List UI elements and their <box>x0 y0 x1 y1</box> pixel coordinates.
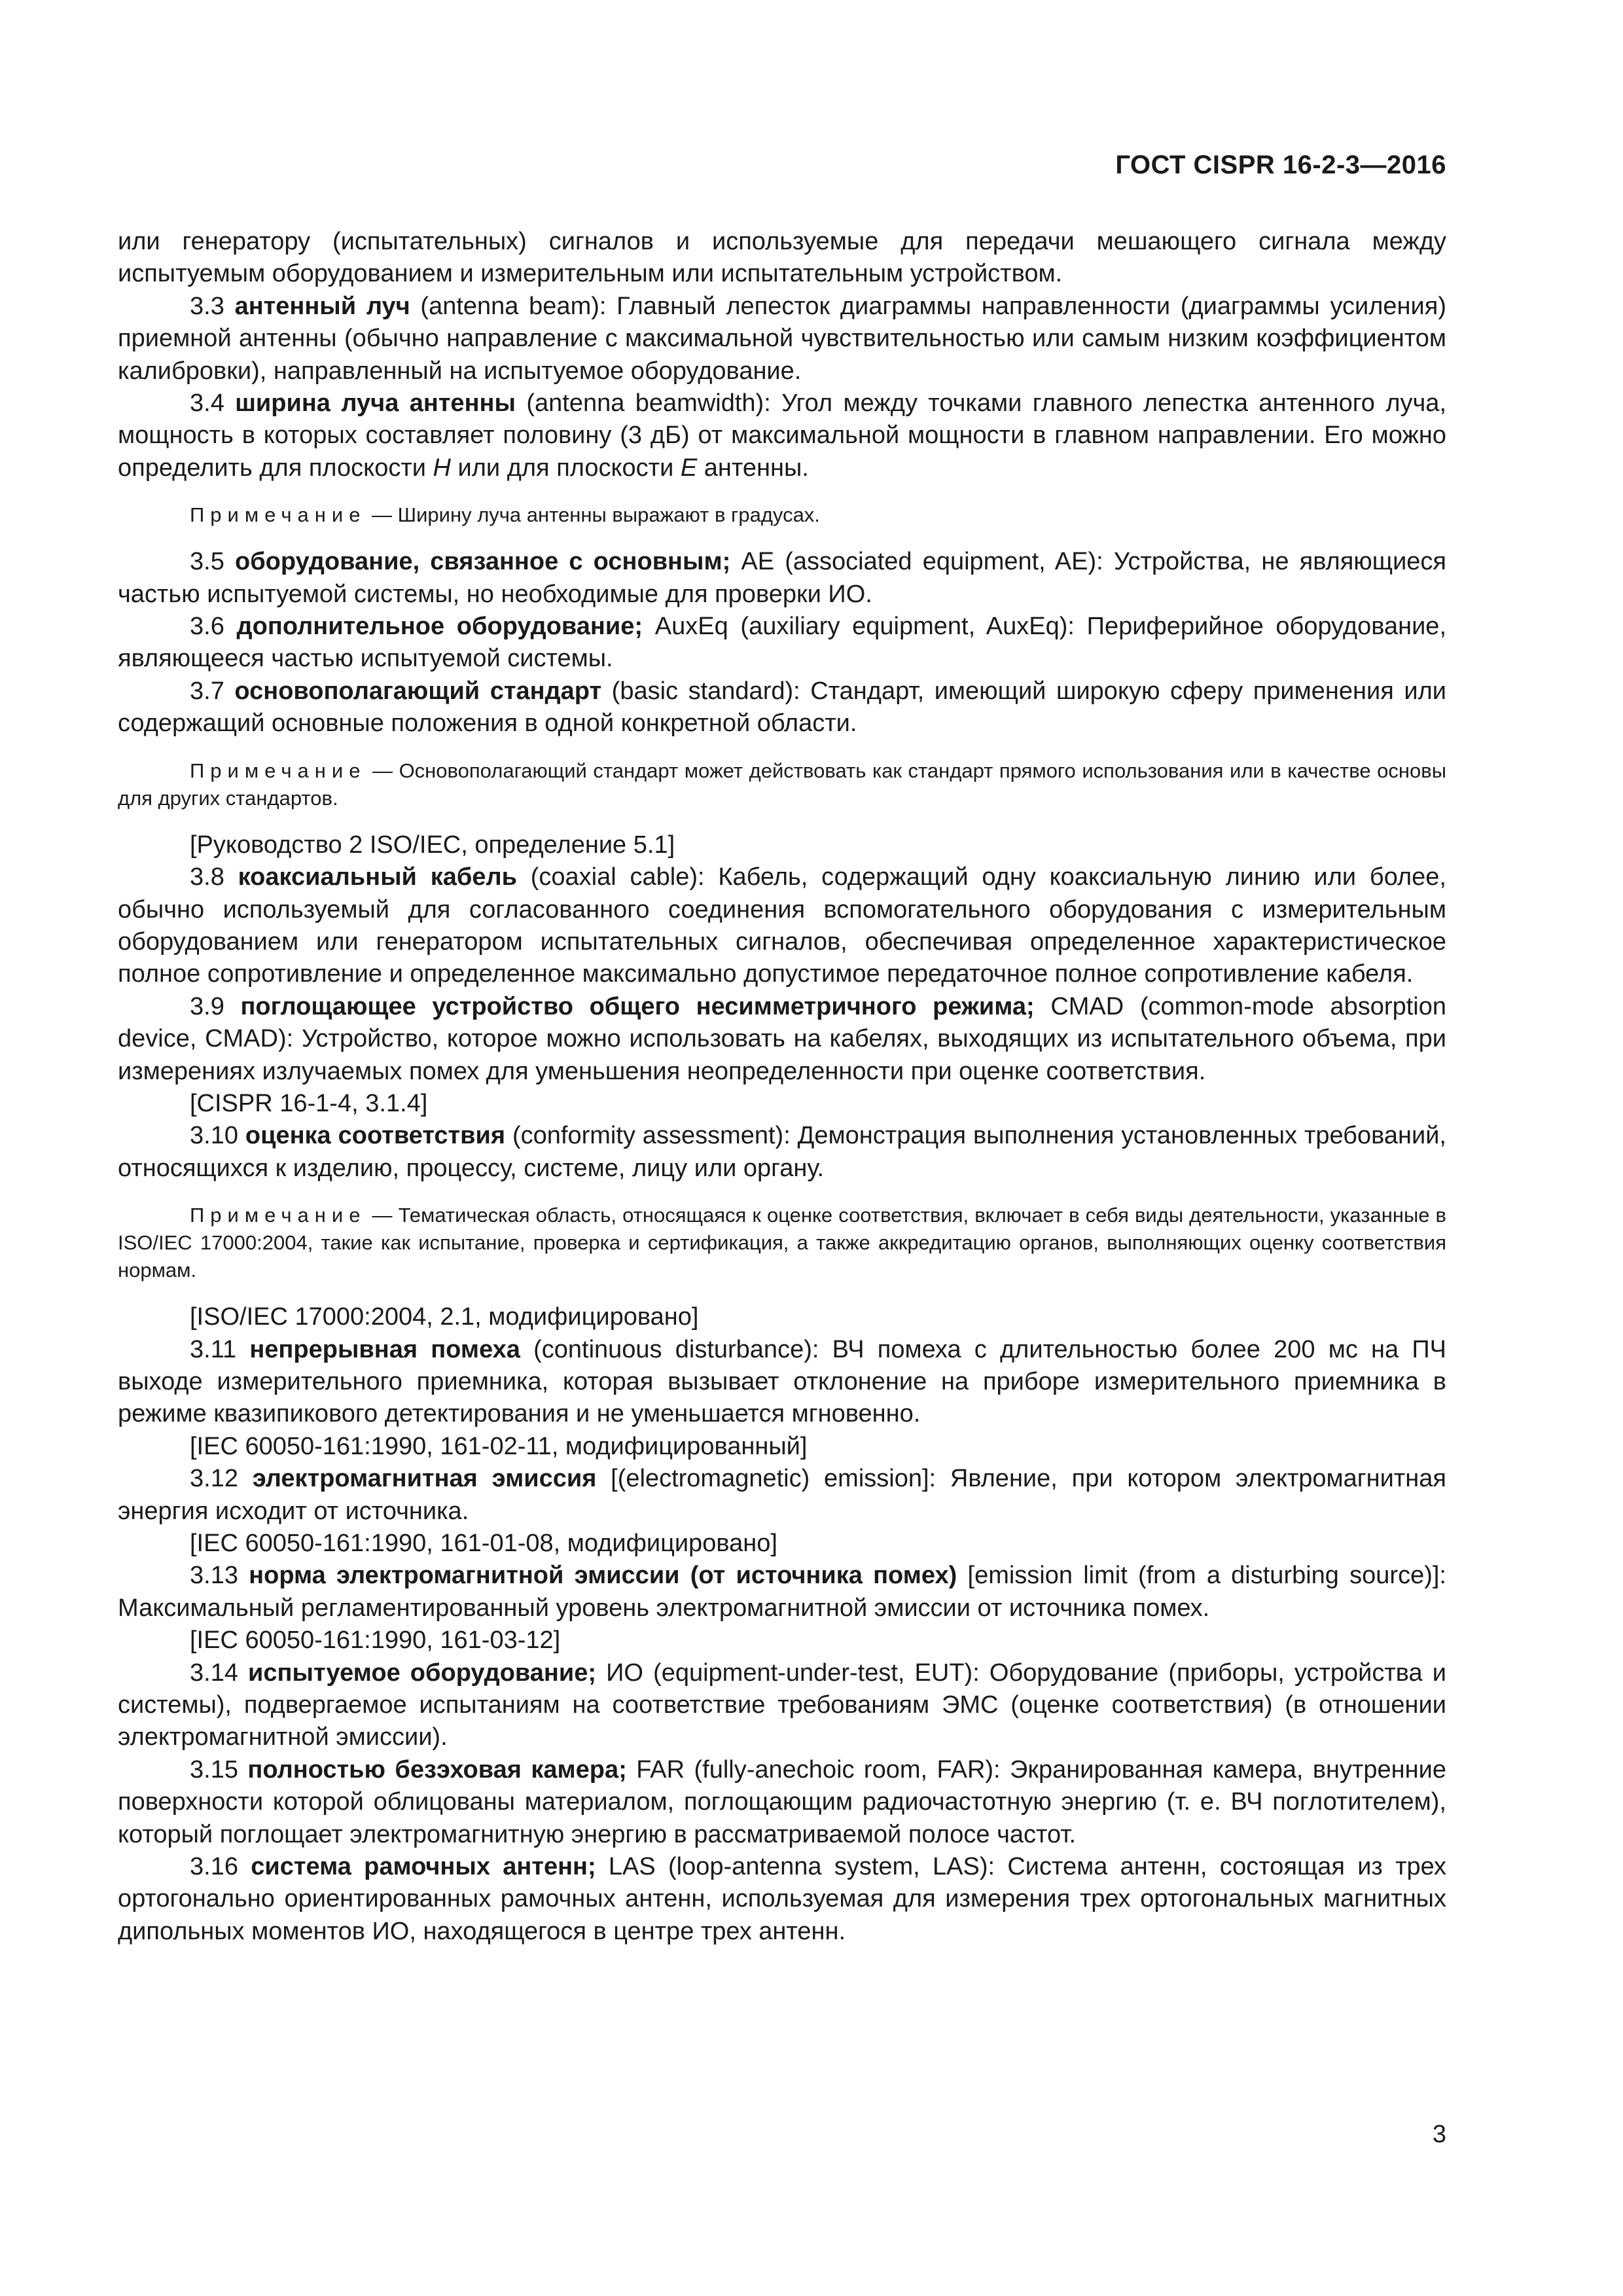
term-3-12 <box>118 1463 1446 1528</box>
note-dash: — <box>366 759 399 782</box>
term-number: 3.12 <box>190 1465 253 1493</box>
page-number: 3 <box>1432 2121 1446 2148</box>
note-text: Тематическая область, относящаяся к оценке соответствия, включает в себя виды деятельности, указанные в ISO/IEC 17000:2004, такие как испытание, проверка и сертификация, а также аккредитацию органов, выполняющих оценку соответствия нормам. <box>118 1204 1447 1282</box>
term-number: 3.11 <box>190 1335 250 1363</box>
term-3-14 <box>118 1657 1446 1754</box>
term-3-16 <box>118 1851 1446 1948</box>
term-number: 3.7 <box>190 677 235 705</box>
paragraph-continuation: или генератору (испытательных) сигналов и используемые для передачи мешающего сигнала между испытуемым оборудованием и измерительным или испытательным устройством. <box>118 228 1446 288</box>
note-3-4 <box>118 501 1446 529</box>
plane-h: H <box>433 454 451 482</box>
reference-3-10: [ISO/IEC 17000:2004, 2.1, модифицировано] <box>190 1303 699 1331</box>
term-number: 3.10 <box>190 1122 245 1150</box>
term-name: полностью безэховая камера; <box>247 1755 627 1784</box>
note-text: Основополагающий стандарт может действовать как стандарт прямого использования или в качестве основы для других стандартов. <box>118 759 1446 810</box>
term-name: оценка соответствия <box>245 1122 506 1150</box>
term-name: поглощающее устройство общего несимметричного режима; <box>240 992 1035 1020</box>
term-name: коаксиальный кабель <box>238 863 517 891</box>
term-name: ширина луча антенны <box>235 389 516 418</box>
term-name: основополагающий стандарт <box>234 677 602 705</box>
term-definition: AE (associated equipment, AE): Устройства, не являющиеся частью испытуемой системы, но необходимые для проверки ИО. <box>118 548 1447 608</box>
plane-e: E <box>680 454 698 482</box>
term-number: 3.9 <box>190 992 241 1020</box>
note-label: Примечание <box>190 759 366 782</box>
term-definition: AuxEq (auxiliary equipment, AuxEq): Периферийное оборудование, являющееся частью испытуемой системы. <box>118 613 1447 673</box>
term-number: 3.15 <box>190 1755 248 1784</box>
term-definition: (antenna beamwidth): Угол между точками главного лепестка антенного луча, мощность в которых составляет половину (3 дБ) от максимальной мощности в главном направлении. Его можно определить для плоскости <box>118 389 1447 482</box>
term-3-9 <box>118 991 1446 1088</box>
term-3-13 <box>118 1560 1446 1624</box>
term-number: 3.16 <box>190 1853 251 1881</box>
note-3-10 <box>118 1202 1446 1284</box>
term-3-3 <box>118 291 1446 387</box>
note-dash: — <box>366 1204 399 1227</box>
term-definition: LAS (loop-antenna system, LAS): Система антенн, состоящая из трех ортогонально ориентированных рамочных антенн, используемая для измерения трех ортогональных магнитных дипольных моментов ИО, находящегося в центре трех антенн. <box>118 1853 1446 1945</box>
term-number: 3.8 <box>190 863 238 891</box>
document-header: ГОСТ CISPR 16-2-3—2016 <box>1115 151 1446 179</box>
term-name: электромагнитная эмиссия <box>252 1465 597 1493</box>
term-definition: (conformity assessment): Демонстрация выполнения установленных требований, относящихся к изделию, процессу, системе, лицу или органу. <box>118 1122 1446 1182</box>
term-definition: (coaxial cable): Кабель, содержащий одну коаксиальную линию или более, обычно используемый для согласованного соединения вспомогательного оборудования с измерительным оборудованием или генератором испытательных сигналов, обеспечивая определенное характеристическое полное сопротивление и определенное максимально допустимое передаточное полное сопротивление кабеля. <box>118 863 1446 988</box>
term-number: 3.3 <box>190 292 235 320</box>
term-definition: (basic standard): Стандарт, имеющий широкую сферу применения или содержащий основные положения в одной конкретной области. <box>118 677 1446 738</box>
term-definition-end: антенны. <box>697 454 809 482</box>
note-label: Примечание <box>190 1204 366 1227</box>
reference-3-9: [CISPR 16-1-4, 3.1.4] <box>190 1089 428 1117</box>
note-text: Ширину луча антенны выражают в градусах. <box>397 503 820 527</box>
page-content <box>118 226 1446 1948</box>
reference-3-13: [IEC 60050-161:1990, 161-03-12] <box>190 1626 561 1655</box>
term-3-7 <box>118 675 1446 740</box>
note-dash: — <box>366 503 398 527</box>
term-3-4 <box>118 387 1446 484</box>
term-definition: FAR (fully-anechoic room, FAR): Экранированная камера, внутренние поверхности которой облицованы материалом, поглощающим радиочастотную энергию (т. е. ВЧ поглотителем), который поглощает электромагнитную энергию в рассматриваемой полосе частот. <box>118 1755 1446 1848</box>
term-name: непрерывная помеха <box>249 1335 520 1363</box>
term-number: 3.14 <box>190 1659 249 1687</box>
reference-3-7: [Руководство 2 ISO/IEC, определение 5.1] <box>190 831 675 859</box>
term-3-8 <box>118 861 1446 991</box>
term-name: оборудование, связанное с основным; <box>235 548 731 576</box>
term-name: норма электромагнитной эмиссии (от источника помех) <box>249 1562 957 1590</box>
term-3-15 <box>118 1754 1446 1851</box>
term-name: дополнительное оборудование; <box>236 613 643 641</box>
term-definition: (antenna beam): Главный лепесток диаграммы направленности (диаграммы усиления) приемной антенны (обычно направление с максимальной чувствительностью или самым низким коэффициентом калибровки), направленный на испытуемое оборудование. <box>118 292 1446 385</box>
note-label: Примечание <box>190 503 366 527</box>
reference-3-11: [IEC 60050-161:1990, 161-02-11, модифицированный] <box>190 1432 808 1460</box>
term-number: 3.6 <box>190 613 237 641</box>
term-name: система рамочных антенн; <box>251 1853 596 1881</box>
term-definition: (continuous disturbance): ВЧ помеха с длительностью более 200 мс на ПЧ выходе измерительного приемника, которая вызывает отклонение на приборе измерительного приемника в режиме квазипикового детектирования и не уменьшается мгновенно. <box>118 1335 1446 1428</box>
term-3-11 <box>118 1334 1446 1431</box>
note-3-7 <box>118 757 1446 812</box>
term-name: антенный луч <box>234 292 410 320</box>
term-3-10 <box>118 1120 1446 1185</box>
term-definition-cont: или для плоскости <box>450 454 681 482</box>
term-3-6 <box>118 611 1446 675</box>
term-number: 3.4 <box>190 389 236 418</box>
term-3-5 <box>118 546 1446 611</box>
term-definition: [emission limit (from a disturbing source)]: Максимальный регламентированный уровень электромагнитной эмиссии от источника помех. <box>118 1562 1446 1622</box>
term-name: испытуемое оборудование; <box>248 1659 597 1687</box>
term-definition: [(electromagnetic) emission]: Явление, при котором электромагнитная энергия исходит от источника. <box>118 1465 1446 1525</box>
term-number: 3.5 <box>190 548 235 576</box>
term-number: 3.13 <box>190 1562 249 1590</box>
reference-3-12: [IEC 60050-161:1990, 161-01-08, модифицировано] <box>190 1530 777 1557</box>
term-definition: CMAD (common-mode absorption device, CMAD): Устройство, которое можно использовать на кабелях, выходящих из испытательного объема, при измерениях излучаемых помех для уменьшения неопределенности при оценке соответствия. <box>118 992 1446 1085</box>
term-definition: ИО (equipment-under-test, EUT): Оборудование (приборы, устройства и системы), подвергаемое испытаниям на соответствие требованиям ЭМС (оценке соответствия) (в отношении электромагнитной эмиссии). <box>118 1659 1446 1751</box>
